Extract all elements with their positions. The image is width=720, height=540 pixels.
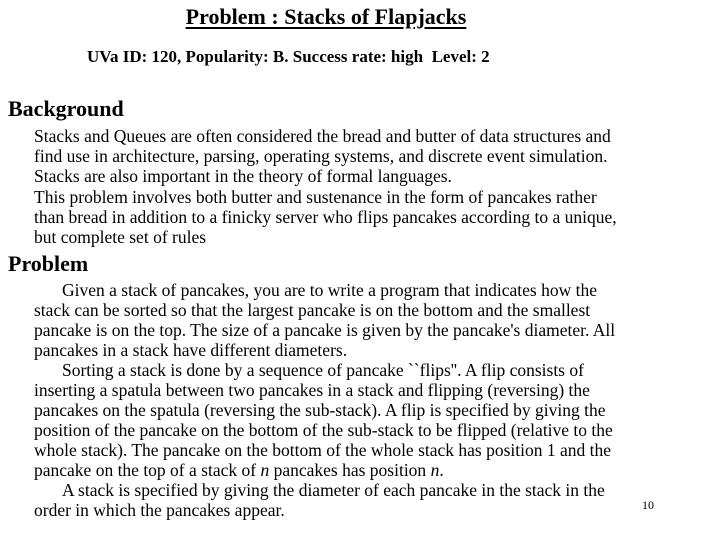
problem-paragraph-1 xyxy=(34,280,706,360)
variable-n: n xyxy=(260,460,270,480)
text-line: This problem involves both butter and sustenance in the form of pancakes rather xyxy=(34,187,597,207)
text-segment: . xyxy=(439,460,444,480)
text-line: pancakes on the spatula (reversing the sub-stack). A flip is specified by giving the xyxy=(34,400,606,420)
text-line: Stacks are also important in the theory of formal languages. xyxy=(34,166,452,186)
text-line: inserting a spatula between two pancakes in a stack and flipping (reversing) the xyxy=(34,380,590,400)
variable-n: n xyxy=(430,460,440,480)
text-line-mixed xyxy=(34,460,706,480)
text-segment: pancake on the top of a stack of xyxy=(34,460,261,480)
text-line: but complete set of rules xyxy=(34,227,207,247)
text-line: order in which the pancakes appear. xyxy=(34,500,285,520)
problem-metadata: UVa ID: 120, Popularity: B. Success rate: high Level: 2 xyxy=(87,47,490,66)
problem-heading: Problem xyxy=(8,251,89,276)
text-line: Stacks and Queues are often considered the bread and butter of data structures and xyxy=(34,126,611,146)
text-line: stack can be sorted so that the largest pancake is on the bottom and the smallest xyxy=(34,300,591,320)
text-line: position of the pancake on the bottom of the sub-stack to be flipped (relative to the xyxy=(34,420,613,440)
text-line: Sorting a stack is done by a sequence of pancake ``flips''. A flip consists of xyxy=(62,360,584,380)
text-line: pancake is on the top. The size of a pancake is given by the pancake's diameter. All xyxy=(34,320,616,340)
text-line: pancakes in a stack have different diameters. xyxy=(34,340,348,360)
problem-paragraph-2 xyxy=(34,360,706,480)
problem-paragraph-3 xyxy=(34,480,706,520)
page-number: 10 xyxy=(642,498,654,512)
background-heading: Background xyxy=(8,96,124,121)
background-paragraph-2 xyxy=(34,187,706,247)
background-paragraph-1 xyxy=(34,126,706,186)
text-line: whole stack). The pancake on the bottom of the whole stack has position 1 and the xyxy=(34,440,612,460)
text-line: than bread in addition to a finicky server who flips pancakes according to a unique, xyxy=(34,207,617,227)
text-line: find use in architecture, parsing, operating systems, and discrete event simulation. xyxy=(34,146,608,166)
page-title: Problem : Stacks of Flapjacks xyxy=(185,4,467,29)
text-line: Given a stack of pancakes, you are to write a program that indicates how the xyxy=(62,280,598,300)
text-line: A stack is specified by giving the diameter of each pancake in the stack in the xyxy=(62,480,605,500)
text-segment: pancakes has position xyxy=(269,460,431,480)
